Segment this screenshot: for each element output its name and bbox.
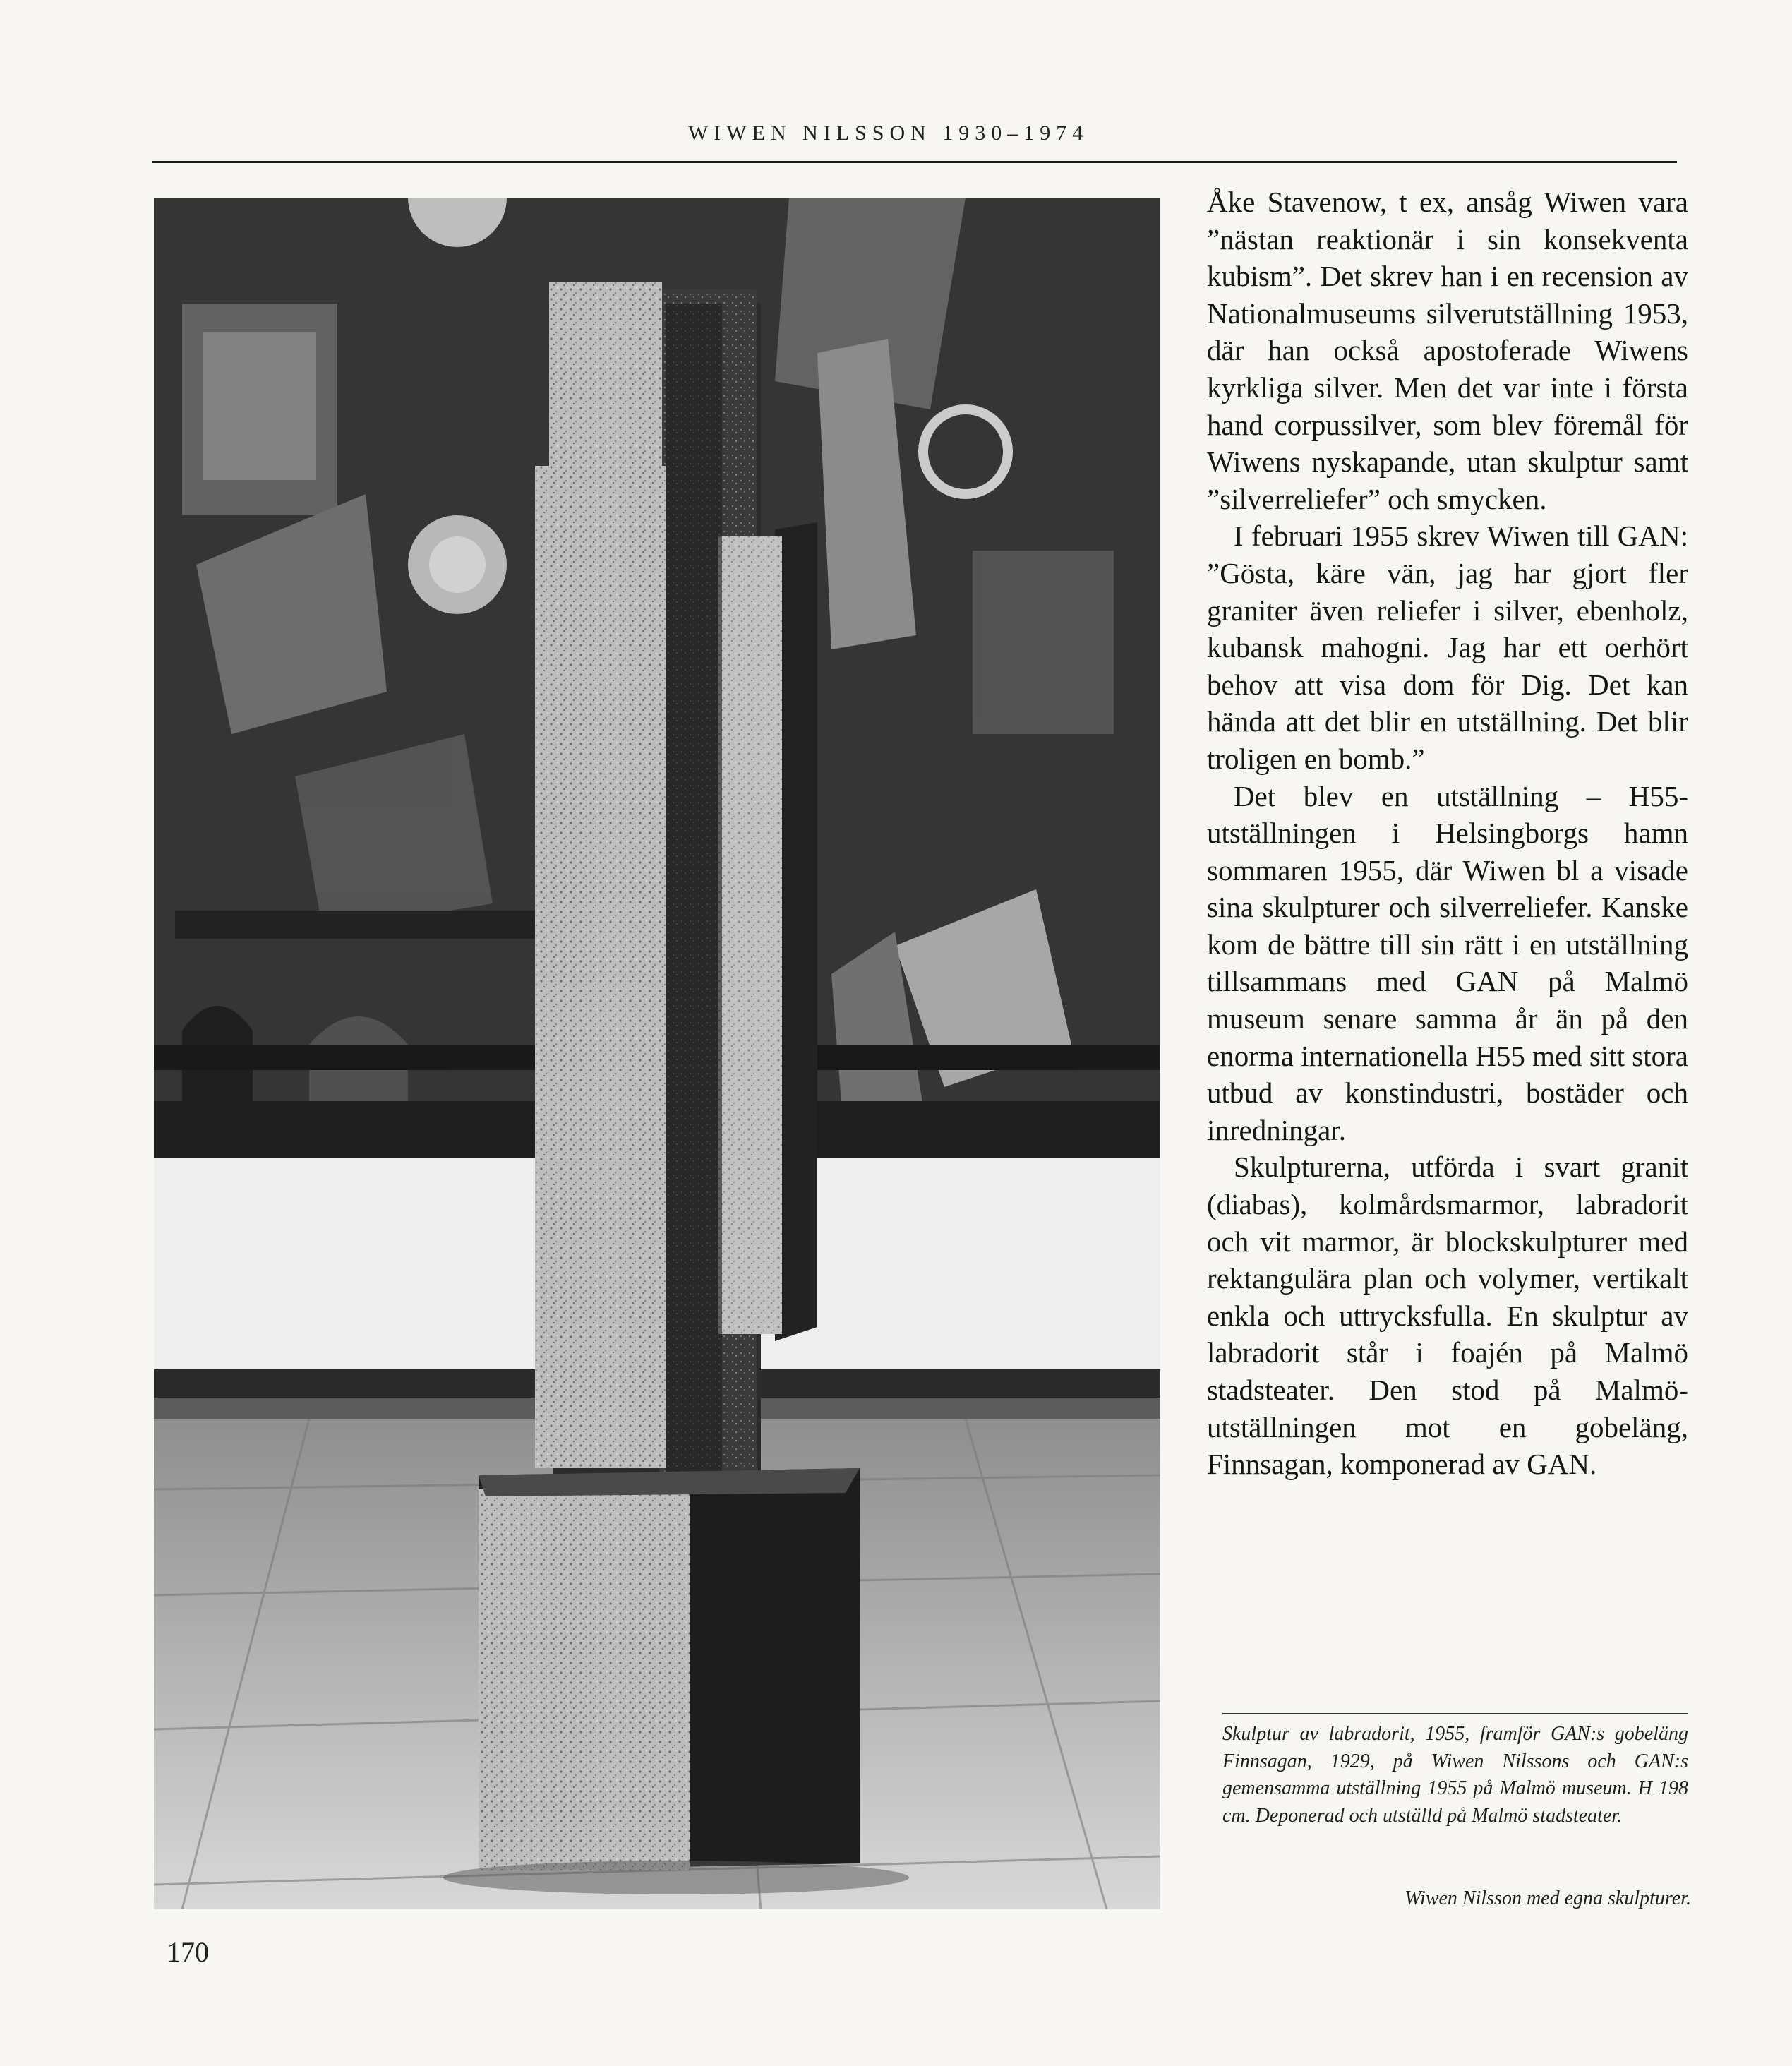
page-number: 170 — [167, 1936, 209, 1968]
paragraph-2: I februari 1955 skrev Wiwen till GAN: ”Gösta, käre vän, jag har gjort fler graniter även reliefer i silver, ebenholz, kubansk mahogni. Jag har ett oerhört behov att visa dom för Dig. Det kan hända att det blir en utställning. Det blir troligen en bomb.” — [1207, 519, 1688, 775]
paragraph-1: Åke Stavenow, t ex, ansåg Wiwen vara ”nästan reaktionär i sin konsekventa kubism”. Det skrev han i en recension av Nationalmuseums silverutställning 1953, där han också apostoferade Wiwens kyrkliga silver. Men det var inte i första hand corpussilver, som blev föremål för Wiwens nyskapande, utan skulptur samt ”silverreliefer” och smycken. — [1207, 186, 1688, 515]
paragraph-4: Skulpturerna, utförda i svart granit (diabas), kolmårdsmarmor, labradorit och vit marmor, är blockskulpturer med rektangulära plan och volymer, vertikalt enkla och uttrycksfulla. En skulptur av labradorit står i foajén på Malmö stadsteater. Den stod på Malmö-utställningen mot en gobeläng, Finnsagan, komponerad av GAN. — [1207, 1151, 1688, 1481]
secondary-caption: Wiwen Nilsson med egna skulpturer. — [1405, 1887, 1691, 1909]
header-rule — [152, 161, 1677, 163]
sculpture-photograph — [154, 198, 1160, 1909]
running-head: WIWEN NILSSON 1930–1974 — [688, 121, 1089, 145]
photo-caption: Skulptur av labradorit, 1955, framför GAN:s gobeläng Finnsagan, 1929, på Wiwen Nilssons och GAN:s gemensamma utställning 1955 på Malmö museum. H 198 cm. Deponerad och utställd på Malmö stadsteater. — [1222, 1723, 1688, 1827]
paragraph-3: Det blev en utställning – H55-utställningen i Helsingborgs hamn sommaren 1955, där Wiwen bl a visade sina skulpturer och silverreliefer. Kanske kom de bättre till sin rätt i en utställning tillsammans med GAN på Malmö museum senare samma år än på den enorma internationella H55 med sitt stora utbud av konstindustri, bostäder och inredningar. — [1207, 779, 1689, 1146]
body-text — [1207, 184, 1688, 1483]
caption-rule — [1222, 1713, 1688, 1714]
